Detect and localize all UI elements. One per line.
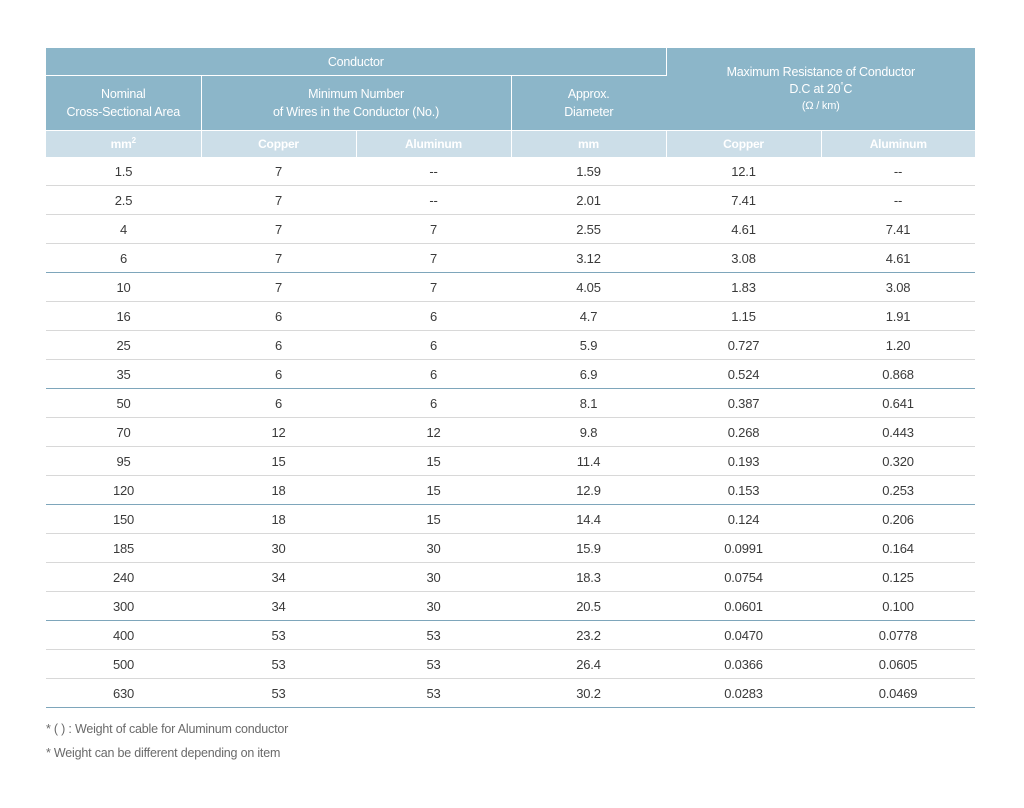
copper-resistance-cell: 7.41 (666, 186, 821, 215)
subheader-row (46, 131, 975, 158)
diameter-cell: 2.55 (511, 215, 666, 244)
diameter-cell: 30.2 (511, 679, 666, 708)
copper-resistance-cell: 0.0601 (666, 592, 821, 621)
aluminum-wires-cell: -- (356, 186, 511, 215)
copper-wires-cell: 6 (201, 389, 356, 418)
copper-wires-cell: 53 (201, 621, 356, 650)
table-row (46, 476, 975, 505)
diameter-cell: 15.9 (511, 534, 666, 563)
copper-resistance-cell: 0.524 (666, 360, 821, 389)
nominal-area-cell: 16 (46, 302, 201, 331)
copper-resistance-cell: 0.193 (666, 447, 821, 476)
table-row (46, 389, 975, 418)
aluminum-wires-cell: 6 (356, 360, 511, 389)
aluminum-resistance-cell: 7.41 (821, 215, 975, 244)
aluminum-resistance-cell: 0.253 (821, 476, 975, 505)
aluminum-wires-cell: 6 (356, 302, 511, 331)
diameter-cell: 20.5 (511, 592, 666, 621)
approx-diameter-header: Approx. Diameter (511, 76, 666, 131)
diameter-cell: 4.05 (511, 273, 666, 302)
aluminum-wires-cell: 30 (356, 563, 511, 592)
nominal-area-cell: 70 (46, 418, 201, 447)
copper-resistance-cell: 0.0470 (666, 621, 821, 650)
copper-resistance-cell: 3.08 (666, 244, 821, 273)
footnote: * Weight can be different depending on item (46, 746, 281, 760)
table-row (46, 650, 975, 679)
copper-wires-cell: 7 (201, 157, 356, 186)
copper-resistance-cell: 0.0754 (666, 563, 821, 592)
aluminum-resistance-cell: 1.91 (821, 302, 975, 331)
diameter-cell: 9.8 (511, 418, 666, 447)
copper-wires-cell: 15 (201, 447, 356, 476)
nominal-area-cell: 95 (46, 447, 201, 476)
copper-wires-cell: 12 (201, 418, 356, 447)
conductor-group-header: Conductor (46, 48, 666, 76)
diameter-cell: 2.01 (511, 186, 666, 215)
aluminum-wires-cell: 7 (356, 215, 511, 244)
nominal-area-cell: 630 (46, 679, 201, 708)
aluminum-wires-cell: 6 (356, 389, 511, 418)
nominal-area-cell: 25 (46, 331, 201, 360)
nominal-area-cell: 150 (46, 505, 201, 534)
table-body (46, 157, 975, 708)
table-row (46, 505, 975, 534)
diameter-cell: 18.3 (511, 563, 666, 592)
condition-suffix: C (843, 81, 853, 96)
table-row (46, 360, 975, 389)
condition-prefix: D.C at 20 (789, 81, 841, 96)
table-row (46, 418, 975, 447)
copper-resistance-cell: 0.153 (666, 476, 821, 505)
nominal-area-header: Nominal Cross-Sectional Area (46, 76, 201, 131)
aluminum-resistance-cell: 4.61 (821, 244, 975, 273)
aluminum-resistance-cell: 0.206 (821, 505, 975, 534)
aluminum-wires-cell: 30 (356, 592, 511, 621)
table-row (46, 157, 975, 186)
degree-sign: ° (840, 80, 844, 90)
aluminum-resistance-cell: 0.868 (821, 360, 975, 389)
header-row-group (46, 48, 975, 76)
copper-resistance-cell: 0.727 (666, 331, 821, 360)
aluminum-wires-cell: -- (356, 157, 511, 186)
nominal-area-cell: 500 (46, 650, 201, 679)
copper-wires-cell: 53 (201, 650, 356, 679)
nominal-area-cell: 185 (46, 534, 201, 563)
aluminum-resistance-cell: 0.125 (821, 563, 975, 592)
aluminum-resistance-cell: 0.641 (821, 389, 975, 418)
diameter-unit-subheader: mm (511, 131, 666, 158)
aluminum-wires-cell: 53 (356, 650, 511, 679)
copper-wires-cell: 7 (201, 215, 356, 244)
aluminum-resistance-cell: 0.0605 (821, 650, 975, 679)
aluminum-resistance-subheader: Aluminum (821, 131, 975, 158)
table-row (46, 679, 975, 708)
copper-resistance-cell: 4.61 (666, 215, 821, 244)
table-row (46, 534, 975, 563)
aluminum-wires-cell: 15 (356, 476, 511, 505)
diameter-cell: 4.7 (511, 302, 666, 331)
aluminum-resistance-cell: 0.320 (821, 447, 975, 476)
aluminum-resistance-cell: 0.443 (821, 418, 975, 447)
copper-wires-cell: 30 (201, 534, 356, 563)
footnotes (46, 717, 288, 765)
nominal-area-cell: 35 (46, 360, 201, 389)
copper-resistance-cell: 0.0991 (666, 534, 821, 563)
copper-resistance-subheader: Copper (666, 131, 821, 158)
aluminum-resistance-cell: 0.0778 (821, 621, 975, 650)
copper-resistance-cell: 0.124 (666, 505, 821, 534)
aluminum-wires-cell: 6 (356, 331, 511, 360)
diameter-cell: 3.12 (511, 244, 666, 273)
diameter-cell: 12.9 (511, 476, 666, 505)
copper-wires-cell: 53 (201, 679, 356, 708)
copper-resistance-cell: 12.1 (666, 157, 821, 186)
copper-resistance-cell: 0.387 (666, 389, 821, 418)
table-row (46, 592, 975, 621)
copper-resistance-cell: 0.268 (666, 418, 821, 447)
copper-wires-cell: 6 (201, 331, 356, 360)
diameter-cell: 11.4 (511, 447, 666, 476)
copper-wires-cell: 18 (201, 505, 356, 534)
table-row (46, 563, 975, 592)
nominal-area-cell: 120 (46, 476, 201, 505)
diameter-cell: 6.9 (511, 360, 666, 389)
aluminum-wires-cell: 15 (356, 447, 511, 476)
aluminum-wires-cell: 53 (356, 679, 511, 708)
copper-wires-cell: 7 (201, 273, 356, 302)
copper-wires-cell: 7 (201, 244, 356, 273)
aluminum-resistance-cell: 0.164 (821, 534, 975, 563)
diameter-cell: 26.4 (511, 650, 666, 679)
copper-resistance-cell: 0.0283 (666, 679, 821, 708)
copper-resistance-cell: 0.0366 (666, 650, 821, 679)
copper-wires-cell: 18 (201, 476, 356, 505)
cable-spec-table (46, 48, 975, 708)
aluminum-resistance-cell: 0.0469 (821, 679, 975, 708)
copper-wires-cell: 34 (201, 592, 356, 621)
copper-wires-cell: 34 (201, 563, 356, 592)
nominal-area-cell: 300 (46, 592, 201, 621)
aluminum-resistance-cell: 0.100 (821, 592, 975, 621)
aluminum-resistance-cell: 1.20 (821, 331, 975, 360)
aluminum-resistance-cell: 3.08 (821, 273, 975, 302)
diameter-cell: 23.2 (511, 621, 666, 650)
table-row (46, 331, 975, 360)
nominal-area-cell: 10 (46, 273, 201, 302)
table-row (46, 447, 975, 476)
diameter-cell: 8.1 (511, 389, 666, 418)
max-resistance-unit: (Ω / km) (801, 99, 840, 112)
aluminum-wires-cell: 7 (356, 244, 511, 273)
aluminum-resistance-cell: -- (821, 157, 975, 186)
max-resistance-header (666, 48, 975, 131)
area-unit-exponent: 2 (131, 136, 136, 145)
max-resistance-condition (667, 81, 976, 98)
nominal-area-cell: 2.5 (46, 186, 201, 215)
nominal-area-cell: 1.5 (46, 157, 201, 186)
nominal-area-cell: 400 (46, 621, 201, 650)
table-row (46, 273, 975, 302)
table-row (46, 302, 975, 331)
aluminum-wires-cell: 7 (356, 273, 511, 302)
aluminum-wires-cell: 12 (356, 418, 511, 447)
nominal-area-cell: 4 (46, 215, 201, 244)
diameter-cell: 5.9 (511, 331, 666, 360)
min-wires-header: Minimum Number of Wires in the Conductor (No.) (201, 76, 511, 131)
area-unit: mm (110, 137, 132, 151)
diameter-cell: 14.4 (511, 505, 666, 534)
copper-resistance-cell: 1.83 (666, 273, 821, 302)
copper-wires-cell: 6 (201, 302, 356, 331)
nominal-area-cell: 50 (46, 389, 201, 418)
nominal-area-cell: 6 (46, 244, 201, 273)
table-row (46, 621, 975, 650)
copper-wires-cell: 7 (201, 186, 356, 215)
max-resistance-title: Maximum Resistance of Conductor (726, 64, 915, 79)
copper-resistance-cell: 1.15 (666, 302, 821, 331)
aluminum-wires-cell: 53 (356, 621, 511, 650)
table-row (46, 244, 975, 273)
area-unit-subheader (46, 131, 201, 158)
aluminum-resistance-cell: -- (821, 186, 975, 215)
footnote: * ( ) : Weight of cable for Aluminum conductor (46, 722, 289, 736)
table-row (46, 186, 975, 215)
nominal-area-cell: 240 (46, 563, 201, 592)
table-row (46, 215, 975, 244)
aluminum-wires-subheader: Aluminum (356, 131, 511, 158)
diameter-cell: 1.59 (511, 157, 666, 186)
aluminum-wires-cell: 15 (356, 505, 511, 534)
aluminum-wires-cell: 30 (356, 534, 511, 563)
copper-wires-subheader: Copper (201, 131, 356, 158)
copper-wires-cell: 6 (201, 360, 356, 389)
